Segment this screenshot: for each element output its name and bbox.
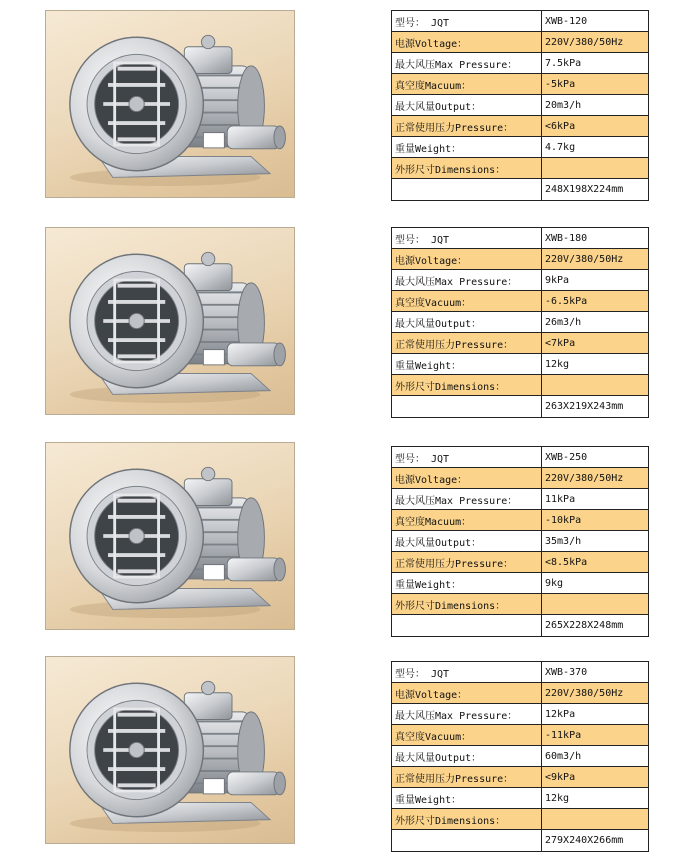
product-card-2 bbox=[0, 227, 700, 427]
spec-label: 电源Voltage： bbox=[392, 249, 542, 270]
spec-value: 220V/380/50Hz bbox=[542, 468, 649, 489]
spec-value: 265X228X248mm bbox=[542, 615, 649, 637]
product-card-4 bbox=[0, 656, 700, 856]
spec-row-max-pressure bbox=[392, 489, 649, 510]
spec-row-pressure bbox=[392, 552, 649, 573]
spec-label: 重量Weight： bbox=[392, 354, 542, 375]
spec-row-dimensions-value bbox=[392, 615, 649, 637]
spec-value: 26m3/h bbox=[542, 312, 649, 333]
blower-photo bbox=[45, 227, 295, 415]
spec-label: 最大风量Output： bbox=[392, 95, 542, 116]
spec-label: 型号： JQT bbox=[392, 662, 542, 683]
spec-value: 20m3/h bbox=[542, 95, 649, 116]
spec-value bbox=[542, 594, 649, 615]
spec-value: <6kPa bbox=[542, 116, 649, 137]
spec-value: <8.5kPa bbox=[542, 552, 649, 573]
spec-value: 220V/380/50Hz bbox=[542, 683, 649, 704]
blower-photo bbox=[45, 656, 295, 844]
spec-label: 真空度Vacuum： bbox=[392, 725, 542, 746]
spec-row-model bbox=[392, 228, 649, 249]
spec-label: 最大风压Max Pressure： bbox=[392, 704, 542, 725]
spec-label bbox=[392, 396, 542, 418]
product-card-1 bbox=[0, 10, 700, 210]
spec-label bbox=[392, 830, 542, 852]
spec-label: 电源Voltage： bbox=[392, 32, 542, 53]
spec-label: 外形尺寸Dimensions： bbox=[392, 809, 542, 830]
spec-label: 电源Voltage： bbox=[392, 468, 542, 489]
spec-value: -10kPa bbox=[542, 510, 649, 531]
spec-label bbox=[392, 615, 542, 637]
spec-value: 9kPa bbox=[542, 270, 649, 291]
spec-row-weight bbox=[392, 137, 649, 158]
spec-row-output bbox=[392, 312, 649, 333]
spec-row-model bbox=[392, 447, 649, 468]
spec-value: 220V/380/50Hz bbox=[542, 249, 649, 270]
spec-table bbox=[391, 661, 649, 852]
spec-value: 263X219X243mm bbox=[542, 396, 649, 418]
spec-row-output bbox=[392, 95, 649, 116]
spec-table bbox=[391, 10, 649, 201]
spec-label: 正常使用压力Pressure： bbox=[392, 116, 542, 137]
spec-row-max-pressure bbox=[392, 270, 649, 291]
spec-label: 型号： JQT bbox=[392, 228, 542, 249]
spec-row-voltage bbox=[392, 32, 649, 53]
spec-value: 9kg bbox=[542, 573, 649, 594]
spec-value: -6.5kPa bbox=[542, 291, 649, 312]
spec-value bbox=[542, 375, 649, 396]
spec-row-dimensions bbox=[392, 809, 649, 830]
spec-table bbox=[391, 446, 649, 637]
spec-label: 型号： JQT bbox=[392, 11, 542, 32]
spec-label: 正常使用压力Pressure： bbox=[392, 767, 542, 788]
spec-value: 4.7kg bbox=[542, 137, 649, 158]
product-card-3 bbox=[0, 442, 700, 642]
spec-value: 279X240X266mm bbox=[542, 830, 649, 852]
spec-label: 外形尺寸Dimensions： bbox=[392, 594, 542, 615]
spec-row-weight bbox=[392, 788, 649, 809]
spec-value: 35m3/h bbox=[542, 531, 649, 552]
spec-label: 真空度Macuum： bbox=[392, 74, 542, 95]
spec-row-vacuum bbox=[392, 74, 649, 95]
spec-label: 型号： JQT bbox=[392, 447, 542, 468]
spec-row-pressure bbox=[392, 333, 649, 354]
spec-row-voltage bbox=[392, 249, 649, 270]
spec-label: 正常使用压力Pressure： bbox=[392, 552, 542, 573]
spec-value: 12kg bbox=[542, 354, 649, 375]
spec-value bbox=[542, 809, 649, 830]
spec-row-dimensions-value bbox=[392, 830, 649, 852]
spec-value: -5kPa bbox=[542, 74, 649, 95]
spec-label: 最大风量Output： bbox=[392, 531, 542, 552]
spec-value: XWB-250 bbox=[542, 447, 649, 468]
spec-value: 7.5kPa bbox=[542, 53, 649, 74]
spec-row-max-pressure bbox=[392, 53, 649, 74]
spec-value: XWB-180 bbox=[542, 228, 649, 249]
spec-label: 真空度Vacuum： bbox=[392, 291, 542, 312]
spec-label: 最大风量Output： bbox=[392, 746, 542, 767]
spec-label: 最大风压Max Pressure： bbox=[392, 489, 542, 510]
spec-value: <7kPa bbox=[542, 333, 649, 354]
spec-table bbox=[391, 227, 649, 418]
spec-row-voltage bbox=[392, 468, 649, 489]
spec-label: 重量Weight： bbox=[392, 137, 542, 158]
spec-label: 重量Weight： bbox=[392, 573, 542, 594]
spec-row-dimensions bbox=[392, 375, 649, 396]
spec-label: 外形尺寸Dimensions： bbox=[392, 375, 542, 396]
blower-photo bbox=[45, 442, 295, 630]
spec-value: 12kg bbox=[542, 788, 649, 809]
spec-row-vacuum bbox=[392, 725, 649, 746]
spec-label: 重量Weight： bbox=[392, 788, 542, 809]
spec-row-dimensions-value bbox=[392, 179, 649, 201]
spec-label: 最大风压Max Pressure： bbox=[392, 53, 542, 74]
spec-row-max-pressure bbox=[392, 704, 649, 725]
spec-value: 60m3/h bbox=[542, 746, 649, 767]
spec-value: 11kPa bbox=[542, 489, 649, 510]
spec-row-model bbox=[392, 662, 649, 683]
spec-label: 最大风压Max Pressure： bbox=[392, 270, 542, 291]
spec-label: 电源Voltage： bbox=[392, 683, 542, 704]
spec-value: -11kPa bbox=[542, 725, 649, 746]
spec-label: 正常使用压力Pressure： bbox=[392, 333, 542, 354]
spec-row-pressure bbox=[392, 116, 649, 137]
spec-row-dimensions bbox=[392, 158, 649, 179]
spec-value: XWB-370 bbox=[542, 662, 649, 683]
spec-value: 220V/380/50Hz bbox=[542, 32, 649, 53]
spec-row-weight bbox=[392, 354, 649, 375]
spec-row-pressure bbox=[392, 767, 649, 788]
spec-row-output bbox=[392, 746, 649, 767]
spec-value: <9kPa bbox=[542, 767, 649, 788]
spec-value: 12kPa bbox=[542, 704, 649, 725]
spec-row-dimensions bbox=[392, 594, 649, 615]
spec-value bbox=[542, 158, 649, 179]
spec-row-weight bbox=[392, 573, 649, 594]
spec-label bbox=[392, 179, 542, 201]
spec-row-output bbox=[392, 531, 649, 552]
spec-value: 248X198X224mm bbox=[542, 179, 649, 201]
spec-row-vacuum bbox=[392, 291, 649, 312]
spec-value: XWB-120 bbox=[542, 11, 649, 32]
spec-row-voltage bbox=[392, 683, 649, 704]
spec-row-model bbox=[392, 11, 649, 32]
spec-label: 最大风量Output： bbox=[392, 312, 542, 333]
spec-label: 真空度Macuum： bbox=[392, 510, 542, 531]
blower-photo bbox=[45, 10, 295, 198]
spec-row-vacuum bbox=[392, 510, 649, 531]
spec-label: 外形尺寸Dimensions： bbox=[392, 158, 542, 179]
spec-row-dimensions-value bbox=[392, 396, 649, 418]
